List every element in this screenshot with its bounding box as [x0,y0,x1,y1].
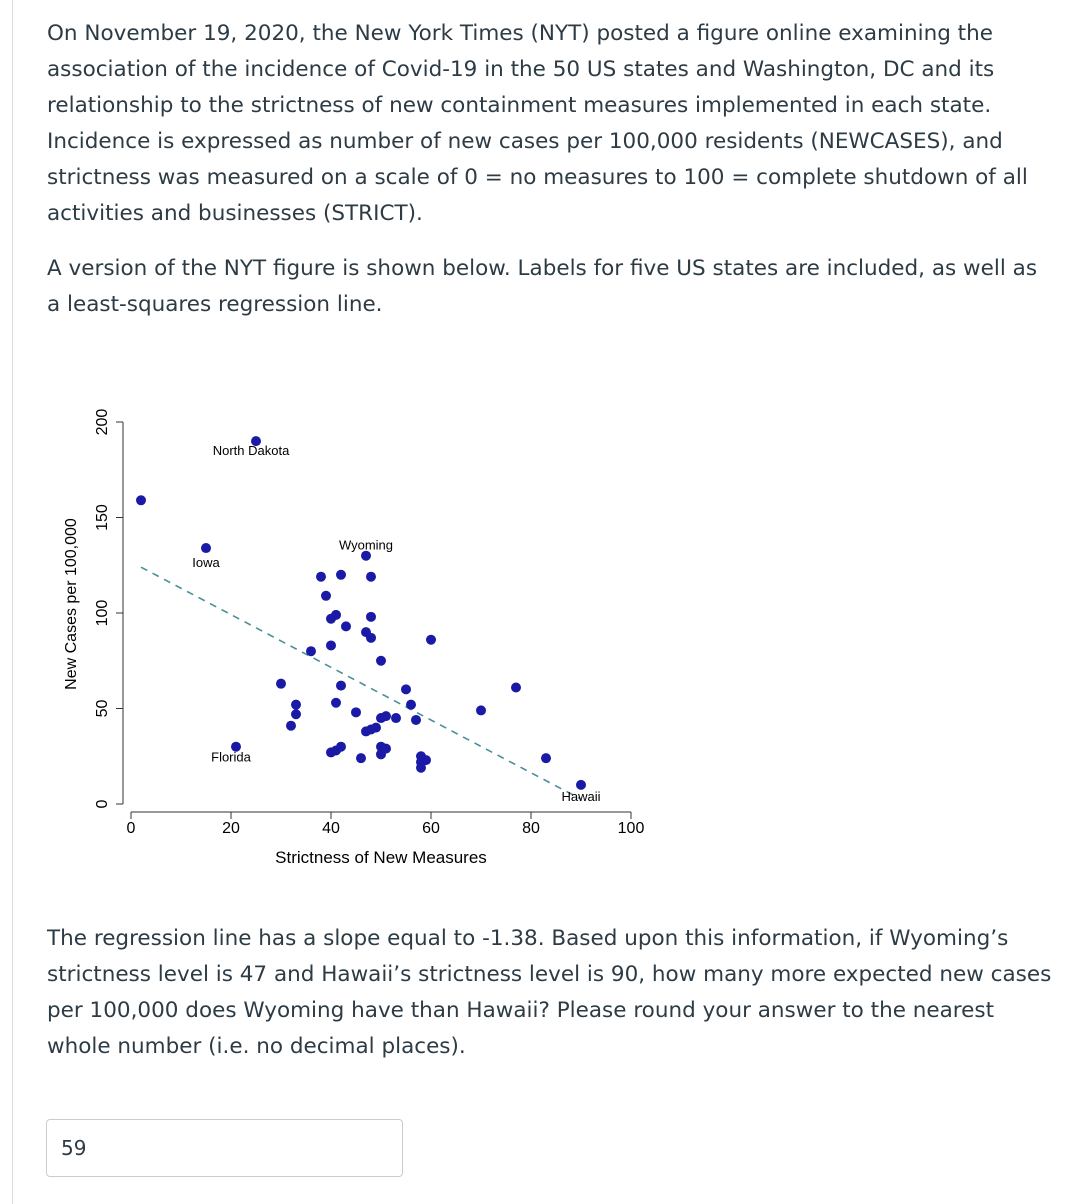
data-point [371,723,381,733]
state-labels [192,443,600,804]
data-points [136,436,586,790]
x-tick-label: 100 [617,820,645,837]
data-point [341,621,351,631]
x-tick-label: 0 [126,820,136,837]
data-point [291,709,301,719]
answer-input[interactable] [46,1119,403,1177]
left-border-rule [12,0,13,1204]
answer-value: 59 [61,1136,87,1160]
data-point [276,679,286,689]
question-prompt: The regression line has a slope equal to -1.38. Based upon this information, if Wyoming’s strictness level is 47 and Hawaii’s strictness level is 90, how many more expected new cases per 100,000 does Wyoming have than Hawaii? Please round your answer to the nearest whole number (i.e. no decimal places). [47,926,1052,1059]
data-point [331,610,341,620]
state-label: Hawaii [561,788,601,804]
x-tick-label: 80 [522,820,540,837]
data-point [136,495,146,505]
question-intro: On November 19, 2020, the New York Times (NYT) posted a figure online examining the association of the incidence of Covid-19 in the 50 US states and Washington, DC and its relationship to the strictness of new containment measures implemented in each state. Incidence is expressed as number of new cases per 100,000 residents (NEWCASES), and strictness was measured on a scale of 0 = no measures to 100 = complete shutdown of all activities and businesses (STRICT). [47,21,1028,226]
data-point [541,753,551,763]
scatter-chart [40,395,680,875]
data-point [201,543,211,553]
axes [94,409,644,837]
data-point [336,742,346,752]
data-point [376,749,386,759]
data-point [336,570,346,580]
x-tick-label: 40 [322,820,340,837]
y-tick-label: 50 [94,699,111,718]
data-point [356,753,366,763]
y-tick-label: 0 [94,799,111,809]
y-axis-label: New Cases per 100,000 [63,518,80,690]
data-point [366,572,376,582]
state-label: North Dakota [212,443,290,459]
y-tick-label: 150 [94,504,111,531]
y-tick-label: 200 [94,408,111,436]
data-point [336,681,346,691]
data-point [331,698,341,708]
data-point [351,707,361,717]
data-point [411,715,421,725]
data-point [511,682,521,692]
data-point [406,700,416,710]
data-point [326,640,336,650]
state-label: Wyoming [338,537,394,553]
data-point [376,656,386,666]
data-point [381,711,391,721]
data-point [286,721,296,731]
data-point [476,705,486,715]
data-point [426,635,436,645]
state-label: Iowa [192,555,220,571]
x-tick-label: 20 [222,820,240,837]
data-point [401,684,411,694]
state-label: Florida [211,749,251,765]
data-point [421,755,431,765]
data-point [321,591,331,601]
data-point [306,646,316,656]
figure-note: A version of the NYT figure is shown below. Labels for five US states are included, as well as a least-squares regression line. [47,256,1038,317]
data-point [391,713,401,723]
data-point [366,633,376,643]
data-point [316,572,326,582]
y-tick-label: 100 [94,599,111,627]
data-point [366,612,376,622]
data-point [291,700,301,710]
x-tick-label: 60 [422,820,440,837]
x-axis-label: Strictness of New Measures [275,848,487,867]
